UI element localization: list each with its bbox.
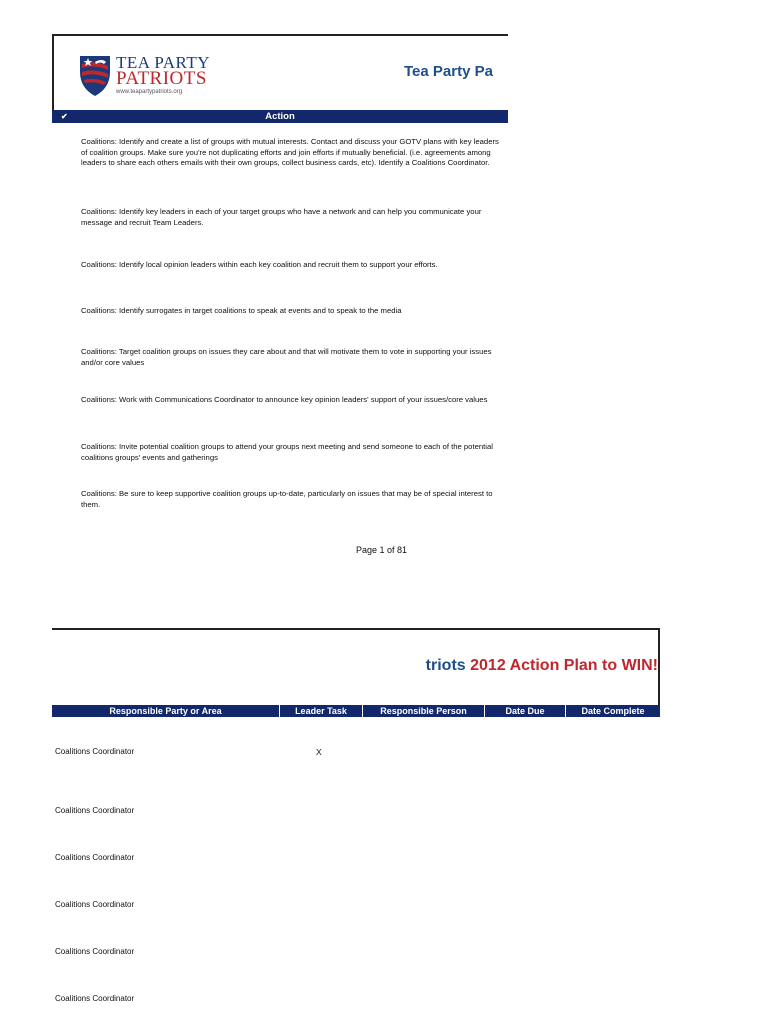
action-row: Coalitions: Work with Communications Coordinator to announce key opinion leaders' support of your issues/core values — [81, 395, 488, 404]
action-row: Coalitions: Identify local opinion leaders within each key coalition and recruit them to support your efforts. — [81, 260, 438, 269]
logo-text-patriots: PATRIOTS — [116, 68, 207, 89]
leader-task-cell: X — [316, 747, 322, 757]
column-header-date-complete: Date Complete — [581, 706, 645, 716]
column-header-responsible-party: Responsible Party or Area — [52, 705, 280, 717]
logo-text-tea-party: TEA PARTY — [116, 53, 211, 72]
column-header-leader-task: Leader Task — [280, 705, 363, 717]
table-header-bar — [52, 705, 660, 717]
logo-url: www.teapartypatriots.org — [116, 89, 183, 95]
plan-title-right-red: 2012 Action Plan to WIN! — [470, 657, 658, 674]
responsible-party-cell: Coalitions Coordinator — [55, 806, 135, 815]
page-2 — [0, 628, 768, 1024]
action-row: Coalitions: Invite potential coalition groups to attend your groups next meeting and send someone to each of the potential coalitions groups' events and gatherings — [81, 442, 493, 462]
responsible-party-cell: Coalitions Coordinator — [55, 747, 135, 756]
plan-title-right-blue: triots — [425, 657, 466, 674]
plan-title-left: Tea Party Pa — [404, 63, 493, 80]
action-row: Coalitions: Identify surrogates in target coalitions to speak at events and to speak to the media — [81, 306, 402, 315]
responsible-party-cell: Coalitions Coordinator — [55, 900, 135, 909]
action-row: Coalitions: Be sure to keep supportive coalition groups up-to-date, particularly on issues that may be of special interest to them. — [81, 489, 493, 509]
column-header-date-due: Date Due — [485, 705, 566, 717]
responsible-party-cell: Coalitions Coordinator — [55, 947, 135, 956]
action-row: Coalitions: Identify and create a list of groups with mutual interests. Contact and discuss your GOTV plans with key leaders of coalition groups. Make sure you're not duplicating efforts and join efforts if mutually beneficial. (i.e. agreements among leaders to share each others emails with their own groups, collect business cards, etc). Identify a Coalitions Coordinator. — [81, 137, 499, 168]
shield-flag-icon — [76, 50, 114, 98]
tea-party-patriots-logo — [76, 50, 236, 100]
action-row: Coalitions: Identify key leaders in each of your target groups who have a network and can help you communicate your message and recruit Team Leaders. — [81, 207, 482, 227]
action-column-header: Action — [265, 111, 295, 122]
responsible-party-cell: Coalitions Coordinator — [55, 994, 135, 1003]
action-header-bar — [52, 110, 508, 123]
plan-title-right — [52, 657, 658, 679]
filter-check-icon[interactable]: ✔ — [61, 112, 68, 121]
responsible-party-cell: Coalitions Coordinator — [55, 853, 135, 862]
column-header-responsible-person: Responsible Person — [363, 705, 485, 717]
action-row: Coalitions: Target coalition groups on issues they care about and that will motivate them to vote in supporting your issues and/or core values — [81, 347, 492, 367]
page-number: Page 1 of 81 — [356, 545, 408, 555]
